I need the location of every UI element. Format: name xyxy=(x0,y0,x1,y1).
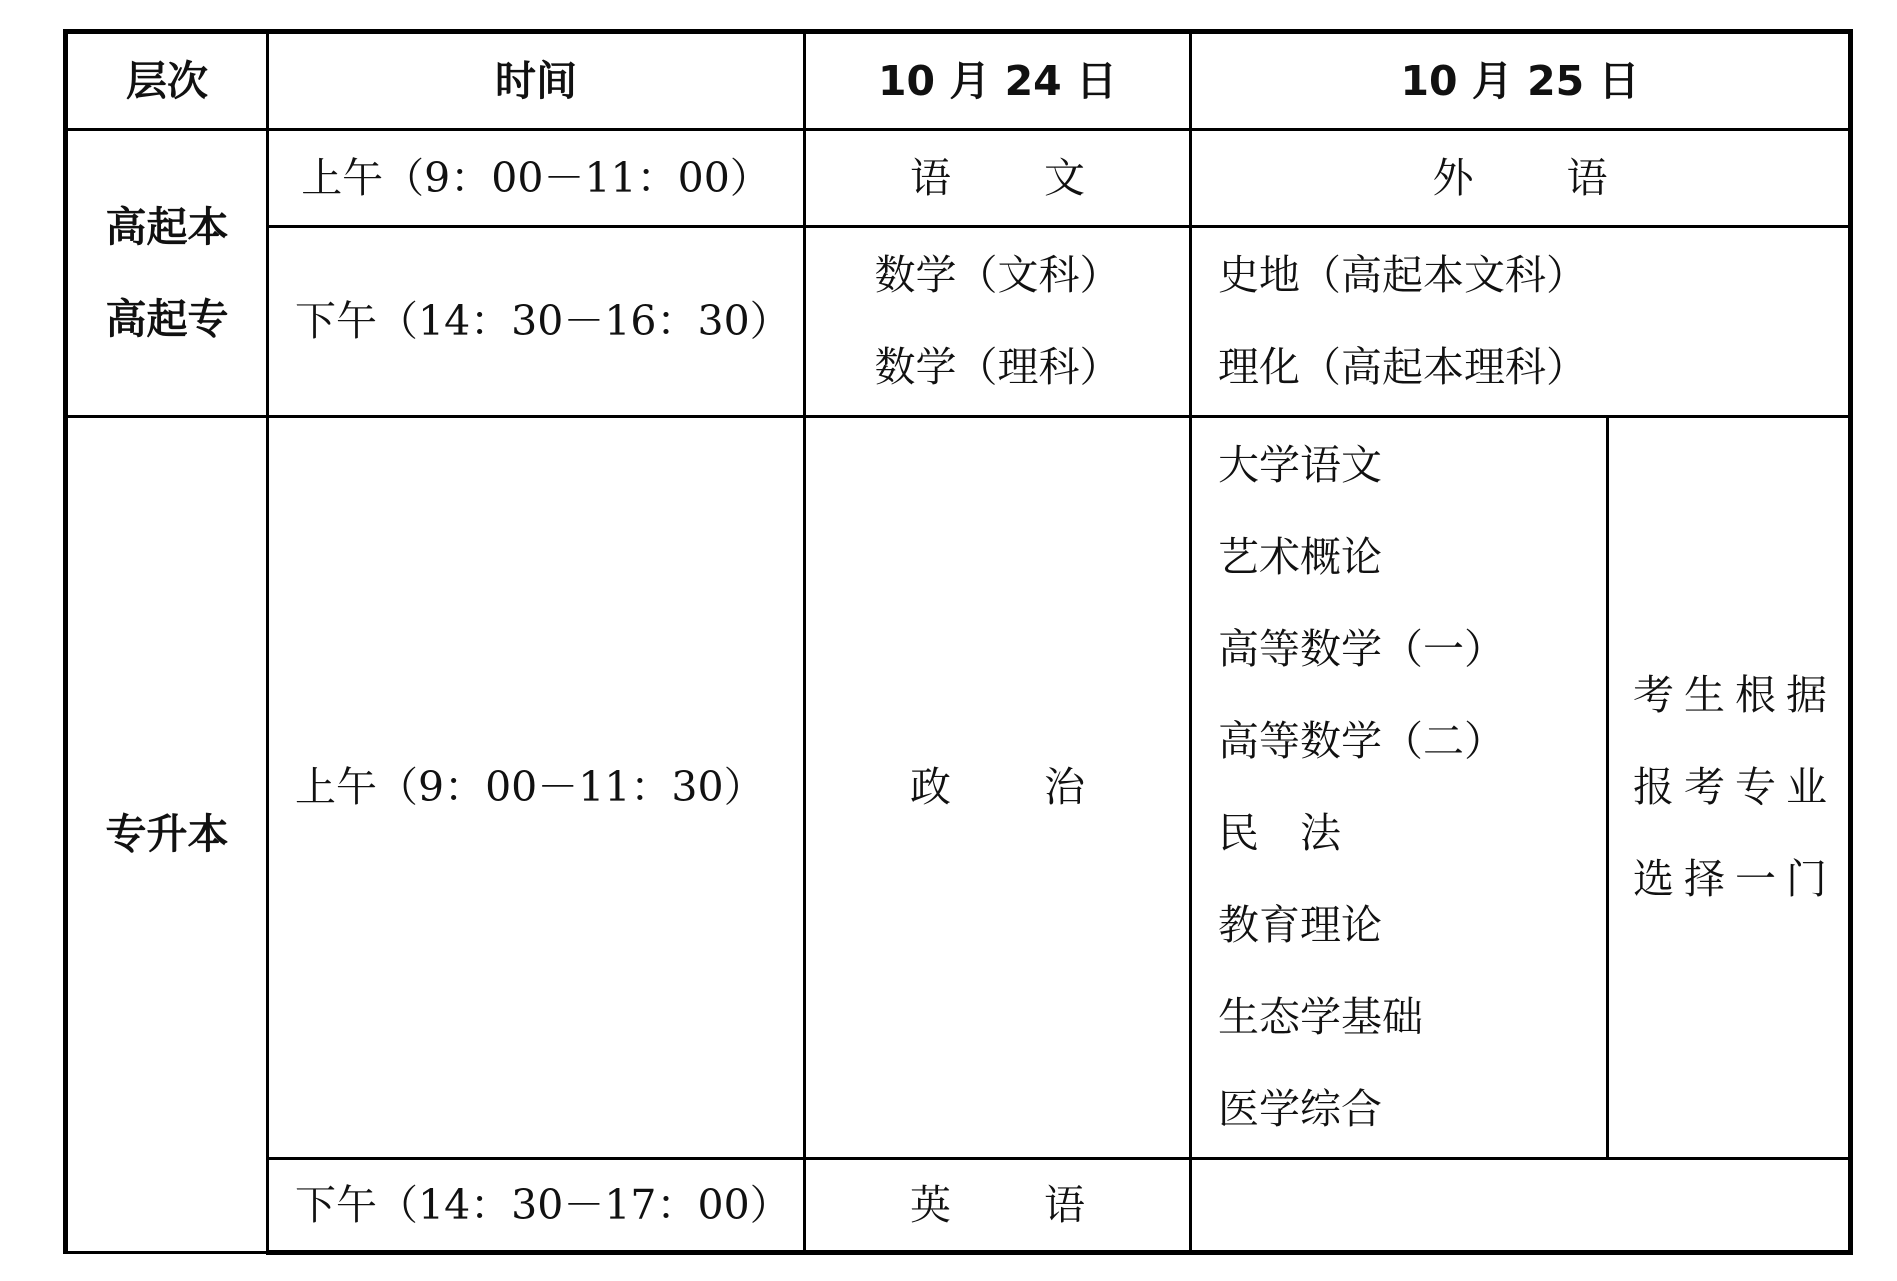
header-level: 层次 xyxy=(66,32,268,130)
subject-math-science: 数学（理科） xyxy=(874,343,1121,391)
subject-cell: 语 文 xyxy=(805,130,1191,227)
table-row xyxy=(66,417,1851,1159)
table-row xyxy=(66,130,1851,227)
table-row xyxy=(66,227,1851,417)
level-cell-gqb-gqz xyxy=(66,130,268,417)
empty-cell xyxy=(1191,1159,1851,1253)
list-item: 生态学基础 xyxy=(1218,993,1423,1041)
subject-cell: 政 治 xyxy=(805,417,1191,1159)
level-gaoqizhuan: 高起专 xyxy=(105,294,229,343)
header-time: 时间 xyxy=(268,32,805,130)
list-item: 艺术概论 xyxy=(1218,533,1382,581)
subject-list-cell xyxy=(1191,417,1608,1159)
list-item: 高等数学（二） xyxy=(1218,717,1505,765)
note-line: 报考专业 xyxy=(1633,763,1837,811)
list-item: 民 法 xyxy=(1218,809,1342,857)
header-row xyxy=(66,32,1851,130)
subject-cell: 外 语 xyxy=(1191,130,1851,227)
time-cell: 下午（14：30－17：00） xyxy=(268,1159,805,1253)
header-day2: 10 月 25 日 xyxy=(1191,32,1851,130)
subject-cell xyxy=(1191,227,1851,417)
list-item: 医学综合 xyxy=(1218,1085,1382,1133)
subject-history-geo: 史地（高起本文科） xyxy=(1218,251,1587,299)
list-item: 教育理论 xyxy=(1218,901,1382,949)
subject-list xyxy=(1218,441,1606,1133)
level-lines xyxy=(68,202,266,343)
list-item: 高等数学（一） xyxy=(1218,625,1505,673)
note-line: 考生根据 xyxy=(1633,671,1837,719)
level-gaoqiben: 高起本 xyxy=(105,202,229,251)
subject-physics-chem: 理化（高起本理科） xyxy=(1218,343,1587,391)
table-row xyxy=(66,1159,1851,1253)
selection-note-cell xyxy=(1608,417,1851,1159)
level-zhuanshengben: 专升本 xyxy=(66,417,268,1253)
subject-math-arts: 数学（文科） xyxy=(874,251,1121,299)
time-cell: 上午（9：00－11：30） xyxy=(268,417,805,1159)
exam-schedule-table xyxy=(63,29,1853,1255)
time-cell: 下午（14：30－16：30） xyxy=(268,227,805,417)
list-item: 大学语文 xyxy=(1218,441,1382,489)
header-day1: 10 月 24 日 xyxy=(805,32,1191,130)
subject-cell xyxy=(805,227,1191,417)
note-line: 选择一门 xyxy=(1633,855,1837,903)
subject-cell: 英 语 xyxy=(805,1159,1191,1253)
time-cell: 上午（9：00－11：00） xyxy=(268,130,805,227)
